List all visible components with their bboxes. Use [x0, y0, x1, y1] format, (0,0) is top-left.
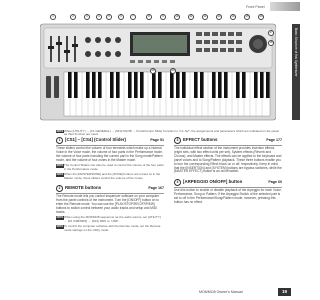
callout-marker: 13: [217, 15, 221, 18]
callout-marker: 10: [175, 15, 179, 18]
section-number: 2: [56, 185, 63, 192]
callout-marker: 16: [259, 15, 263, 18]
section-title: REMOTE buttons: [65, 185, 102, 191]
callout-marker: 7: [130, 14, 136, 20]
section-heading: [56, 137, 164, 146]
callout-marker: 12: [203, 15, 207, 18]
callout-marker: 19: [151, 69, 155, 72]
keyboard: [64, 72, 270, 116]
callout-marker: 5: [106, 14, 112, 20]
callout-marker: 15: [245, 15, 249, 18]
callout-marker: 2: [70, 14, 76, 20]
synthesizer-illustration: [40, 18, 276, 122]
section-body: The Remote mode lets you control sequencer software on your computer from the panel controls of the instrument. Turn the [ON/OFF] button on to enter the Remote mode. You can use the [PLAY/STOP/REC/FF/REW] buttons to switch control between your audio tracks and setup and MIDI tracks.: [56, 194, 160, 215]
figure-note: NOTE When [UTILITY] → [F1 GENERAL] → [SF2] KNOB → Knob/Control Slider Function is “C1–S2”, the assignments and parameters which are indicated on the panel as their function are used.: [56, 130, 282, 137]
left-column: [56, 137, 164, 238]
section-title: EFFECT buttons: [183, 137, 218, 142]
section-note: NOTE When the [MASTER/ZONE] and the [ZONE] buttons are turned on in the Master mode, these sliders control the volume of the zones.: [56, 173, 164, 180]
callout-marker: 3: [84, 14, 90, 20]
callout-marker: 18: [269, 41, 273, 44]
section-heading: [174, 137, 282, 146]
section-page-ref: Page 60: [268, 180, 282, 185]
section-heading: [56, 185, 164, 194]
section-control-slider: [56, 137, 164, 180]
section-remote-buttons: [56, 185, 164, 232]
section-effect-buttons: [174, 137, 282, 174]
side-tab-label: Basic Structure of this Synthesizer: [294, 28, 298, 77]
header-gradient-bar: [270, 2, 300, 11]
section-number: 1: [56, 137, 63, 144]
section-body: The individual effect section of the instrument provides Insertion effects (eight sets, with two effect units per set), System effects (Reverb and Chorus), and Master effects. The effects can be applied to the keyboard and panel voices and to Song/Pattern playback. These three buttons enable you to turn the corresponding Effect block on or off, respectively. Keep in mind that the [INSERTION] and [SYSTEM] buttons are bypass switches, while the [MASTER EFFECT] button is an on/off switch.: [174, 146, 282, 174]
section-arpeggio-button: [174, 179, 282, 205]
callout-marker: 8: [146, 14, 152, 20]
section-body: These sliders control the volume of four elements which make up a Normal Voice in the Voice mode, the volume of four parts in the Performance mode, the volume of four parts including the current part in the Song mode/Pattern mode, and the volume of four zones in the Master mode.: [56, 146, 163, 162]
callout-marker: 20: [171, 69, 175, 72]
section-page-ref: Page 51: [150, 138, 164, 142]
callout-marker: 9: [160, 14, 166, 20]
page-footer: [0, 288, 300, 298]
callout-marker: 6: [118, 14, 124, 20]
callout-marker: 4: [96, 14, 102, 20]
section-title: [CS1] – [CS4] (Control Slider): [65, 137, 126, 142]
section-number: 3: [174, 137, 181, 144]
callout-marker: 17: [269, 31, 273, 34]
figure-notes: [56, 128, 282, 137]
section-note: NOTE When using the MO6/MO8 sequencer as the audio source, set [UTILITY] → [F6 USB/MIDI] → [SF2] MIDI to “USB”.: [56, 216, 164, 223]
section-page-ref: Page 177: [266, 138, 282, 142]
section-title: [ARPEGGIO ON/OFF] button: [183, 179, 243, 185]
section-number: 4: [174, 179, 181, 186]
right-column: [174, 137, 282, 210]
section-note: NOTE To control the computer software with the Remote mode, set the Remote mode settings on the Utility mode.: [56, 225, 164, 232]
section-body: Use this button to enable or disable playback of the Arpeggio for each Voice, Performance, Song or Pattern. If the Arpeggio Switch of the selected part is set to off in the Performance/Song/Pattern mode, however, pressing this button has no effect.: [174, 188, 282, 205]
section-heading: [174, 179, 282, 188]
callout-marker: 1: [50, 14, 56, 20]
sections: [56, 137, 282, 277]
footer-manual-title: MO6/MO8 Owner’s Manual: [199, 290, 243, 294]
chapter-side-tab: [292, 24, 300, 120]
header-title: Front Panel: [246, 5, 265, 9]
section-note: NOTE The Control Sliders can also be used to control the volume of the four parts in the Performance mode.: [56, 164, 164, 171]
callout-marker: 14: [231, 15, 235, 18]
page-number: 19: [278, 288, 291, 296]
section-page-ref: Page 167: [148, 186, 164, 191]
callout-marker: 11: [189, 15, 193, 18]
